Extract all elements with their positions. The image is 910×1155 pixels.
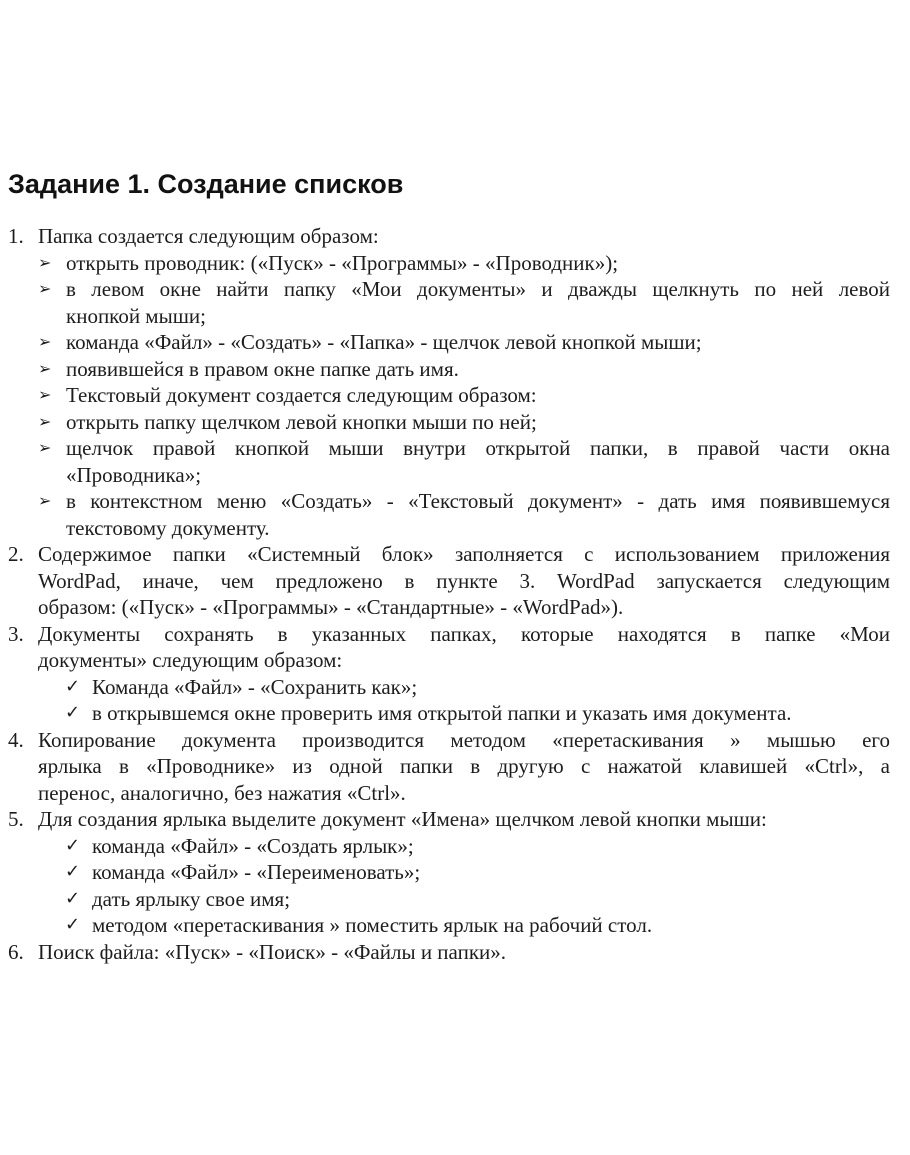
- text-line: открыть проводник: («Пуск» - «Программы» - «Проводник»);: [66, 250, 619, 275]
- list-item: [8, 223, 890, 541]
- sub-item-text: [66, 382, 890, 409]
- check-bullet-icon: ✓: [65, 702, 81, 723]
- sub-item: [38, 912, 890, 939]
- text-line: «Проводника»;: [66, 462, 202, 487]
- text-line: в контекстном меню «Создать» - «Текстовый документ» - дать имя появившемуся: [66, 489, 890, 513]
- arrow-bullet-icon: ➢: [38, 385, 52, 404]
- sub-item-text: [66, 356, 890, 383]
- arrow-bullet-icon: ➢: [38, 332, 52, 351]
- sub-list: [38, 674, 890, 727]
- sub-item: [38, 488, 890, 541]
- sub-item: [38, 859, 890, 886]
- arrow-bullet-icon: ➢: [38, 411, 52, 431]
- list-item-text: [38, 806, 890, 833]
- text-line: WordPad, иначе, чем предложено в пункте 3. WordPad запускается следующим: [38, 568, 890, 593]
- text-line: Папка создается следующим образом:: [38, 224, 379, 248]
- sub-item-text: [92, 912, 890, 939]
- arrow-bullet-icon: ➢: [38, 491, 52, 510]
- text-line: в открывшемся окне проверить имя открытой папки и указать имя документа.: [92, 701, 792, 725]
- text-line: открыть папку щелчком левой кнопки мыши по ней;: [66, 409, 537, 434]
- text-line: перенос, аналогично, без нажатия «Ctrl».: [38, 780, 406, 805]
- text-line: щелчок правой кнопкой мыши внутри открытой папки, в правой части окна: [66, 436, 890, 460]
- text-line: Для создания ярлыка выделите документ «Имена» щелчком левой кнопки мыши:: [38, 807, 767, 831]
- page-title: Задание 1. Создание списков: [8, 169, 404, 199]
- text-line: кнопкой мыши;: [66, 303, 206, 328]
- check-bullet-icon: ✓: [65, 887, 81, 909]
- arrow-bullet-icon: ➢: [38, 279, 52, 298]
- sub-item: [38, 435, 890, 488]
- list-item-text: [38, 541, 890, 621]
- sub-item: [38, 833, 890, 860]
- sub-item: [38, 329, 890, 356]
- sub-item: [38, 250, 890, 277]
- text-line: Поиск файла: «Пуск» - «Поиск» - «Файлы и папки».: [38, 939, 507, 964]
- check-bullet-icon: ✓: [65, 914, 81, 935]
- list-item-number: 3.: [8, 621, 24, 646]
- check-bullet-icon: ✓: [65, 834, 81, 856]
- check-bullet-icon: ✓: [65, 861, 81, 882]
- sub-item-text: [66, 409, 890, 436]
- list-item-text: [38, 621, 890, 674]
- list-item-text: [38, 223, 890, 250]
- arrow-bullet-icon: ➢: [38, 358, 52, 378]
- list-item-number: 4.: [8, 727, 24, 752]
- sub-item: [38, 382, 890, 409]
- sub-item-text: [92, 886, 890, 913]
- sub-item: [38, 886, 890, 913]
- sub-item-text: [92, 700, 890, 727]
- sub-item: [38, 356, 890, 383]
- list-item-number: 1.: [8, 224, 24, 248]
- text-line: Копирование документа производится методом «перетаскивания » мышью его: [38, 727, 890, 752]
- text-line: команда «Файл» - «Создать» - «Папка» - щелчок левой кнопкой мыши;: [66, 330, 702, 354]
- sub-list: [38, 833, 890, 939]
- text-line: документы» следующим образом:: [38, 648, 343, 672]
- list-item-number: 5.: [8, 807, 24, 831]
- list-item-number: 6.: [8, 939, 24, 964]
- check-bullet-icon: ✓: [65, 675, 81, 697]
- text-line: в левом окне найти папку «Мои документы» и дважды щелкнуть по ней левой: [66, 277, 890, 301]
- arrow-bullet-icon: ➢: [38, 438, 52, 457]
- list-item-text: [38, 727, 890, 807]
- text-line: образом: («Пуск» - «Программы» - «Стандартные» - «WordPad»).: [38, 595, 624, 619]
- list-item-text: [38, 939, 890, 966]
- text-line: ярлыка в «Проводнике» из одной папки в другую с нажатой клавишей «Ctrl», а: [38, 754, 890, 778]
- sub-item-text: [66, 250, 890, 277]
- list-item-number: 2.: [8, 542, 24, 566]
- sub-item: [38, 700, 890, 727]
- sub-item-text: [66, 435, 890, 488]
- sub-item: [38, 409, 890, 436]
- sub-item-text: [66, 329, 890, 356]
- text-line: команда «Файл» - «Переименовать»;: [92, 860, 421, 884]
- sub-item-text: [92, 674, 890, 701]
- text-line: Текстовый документ создается следующим образом:: [66, 383, 537, 407]
- list-item: [8, 806, 890, 939]
- text-line: Команда «Файл» - «Сохранить как»;: [92, 674, 418, 699]
- document-content: [8, 168, 890, 965]
- sub-item-text: [66, 276, 890, 329]
- list-item: [8, 727, 890, 807]
- list-item: [8, 541, 890, 621]
- sub-list: [38, 250, 890, 542]
- sub-item: [38, 674, 890, 701]
- list-item: [8, 621, 890, 727]
- text-line: Документы сохранять в указанных папках, которые находятся в папке «Мои: [38, 621, 890, 646]
- text-line: дать ярлыку свое имя;: [92, 886, 291, 911]
- text-line: методом «перетаскивания » поместить ярлык на рабочий стол.: [92, 913, 653, 937]
- text-line: команда «Файл» - «Создать ярлык»;: [92, 833, 414, 858]
- sub-item-text: [92, 859, 890, 886]
- arrow-bullet-icon: ➢: [38, 252, 52, 272]
- list-item: [8, 939, 890, 966]
- sub-item-text: [66, 488, 890, 541]
- sub-item: [38, 276, 890, 329]
- text-line: текстовому документу.: [66, 515, 270, 540]
- sub-item-text: [92, 833, 890, 860]
- text-line: появившейся в правом окне папке дать имя.: [66, 356, 459, 381]
- numbered-list: [8, 223, 890, 965]
- text-line: Содержимое папки «Системный блок» заполняется с использованием приложения: [38, 542, 890, 566]
